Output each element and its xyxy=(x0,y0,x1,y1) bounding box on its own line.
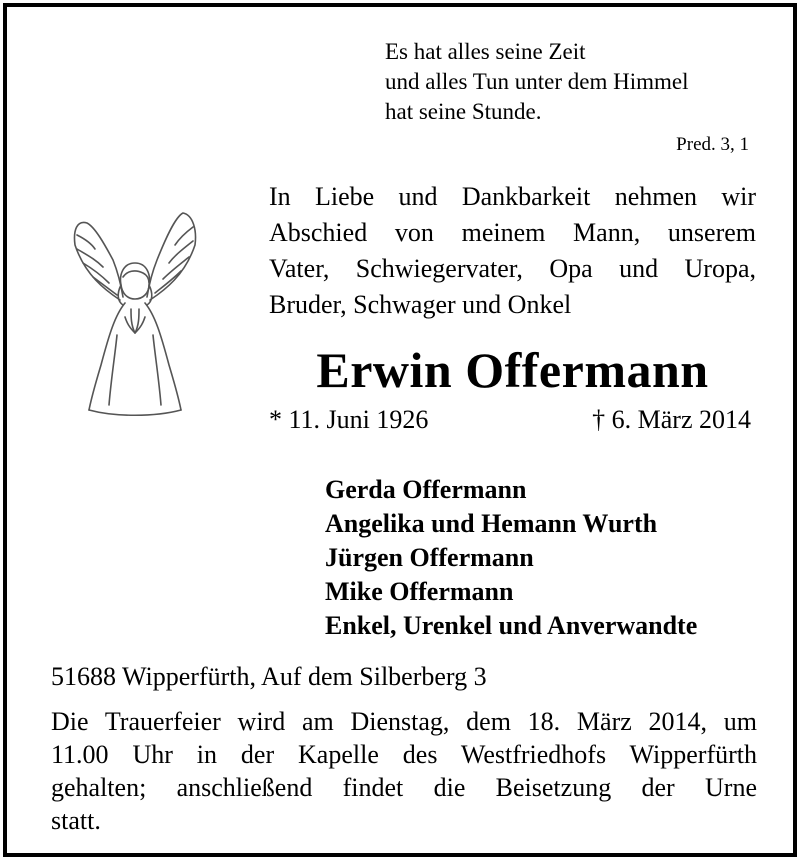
family-member: Angelika und Hemann Wurth xyxy=(325,509,658,538)
intro-line: Bruder, Schwager und Onkel xyxy=(269,290,572,319)
intro-line: Vater, Schwiegervater, Opa und Uropa, xyxy=(269,254,756,283)
ceremony-line: Die Trauerfeier wird am Dienstag, dem 18. März 2014, um xyxy=(51,707,757,736)
quote-line: und alles Tun unter dem Himmel xyxy=(385,69,689,94)
ceremony-line: 11.00 Uhr in der Kapelle des Westfriedhofs Wipperfürth xyxy=(51,740,757,769)
family-member: Gerda Offermann xyxy=(325,475,527,504)
quote-line: hat seine Stunde. xyxy=(385,99,542,124)
intro-text xyxy=(269,179,756,323)
intro-line: In Liebe und Dankbarkeit nehmen wir xyxy=(269,182,756,211)
funeral-notice xyxy=(51,705,757,837)
death-date: † 6. März 2014 xyxy=(592,405,751,434)
ceremony-line: statt. xyxy=(51,806,101,835)
family-member: Enkel, Urenkel und Anverwandte xyxy=(325,611,698,640)
family-member: Mike Offermann xyxy=(325,577,514,606)
family-list xyxy=(325,473,697,643)
deceased-name: Erwin Offermann xyxy=(316,342,709,398)
bible-quote xyxy=(385,37,688,127)
quote-reference: Pred. 3, 1 xyxy=(676,134,749,155)
mourning-address: 51688 Wipperfürth, Auf dem Silberberg 3 xyxy=(51,662,487,691)
birth-date: * 11. Juni 1926 xyxy=(269,405,429,434)
quote-line: Es hat alles seine Zeit xyxy=(385,39,586,64)
praying-angel-icon xyxy=(65,205,205,420)
obituary-frame xyxy=(3,3,797,857)
ceremony-line: gehalten; anschließend findet die Beisetzung der Urne xyxy=(51,773,757,802)
intro-line: Abschied von meinem Mann, unserem xyxy=(269,218,756,247)
family-member: Jürgen Offermann xyxy=(325,543,534,572)
